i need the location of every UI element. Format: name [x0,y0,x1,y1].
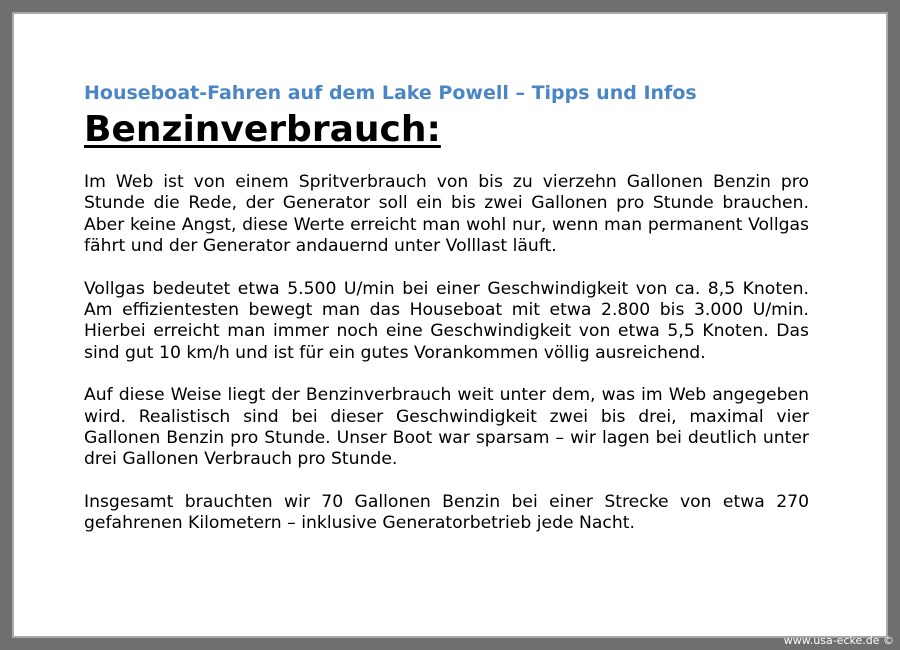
document-body [84,80,809,535]
watermark-text: www.usa-ecke.de © [783,634,894,647]
paragraph-3: Auf diese Weise liegt der Benzinverbrauch weit unter dem, was im Web angegeben wird. Realistisch sind bei dieser Geschwindigkeit zwei bis drei, maximal vier Gallonen Benzin pro Stunde. Unser Boot war sparsam – wir lagen bei deutlich unter drei Gallonen Verbrauch pro Stunde. [84,385,809,470]
paragraph-1: Im Web ist von einem Spritverbrauch von bis zu vierzehn Gallonen Benzin pro Stunde die Rede, der Generator soll ein bis zwei Gallonen pro Stunde brauchen. Aber keine Angst, diese Werte erreicht man wohl nur, wenn man permanent Vollgas fährt und der Generator andauernd unter Volllast läuft. [84,172,809,257]
paragraph-2: Vollgas bedeutet etwa 5.500 U/min bei einer Geschwindigkeit von ca. 8,5 Knoten. Am effizientesten bewegt man das Houseboat mit etwa 2.800 bis 3.000 U/min. Hierbei erreicht man immer noch eine Geschwindigkeit von etwa 5,5 Knoten. Das sind gut 10 km/h und ist für ein gutes Vorankommen völlig ausreichend. [84,278,809,363]
document-title: Benzinverbrauch: [84,109,441,150]
paragraph-4: Insgesamt brauchten wir 70 Gallonen Benzin bei einer Strecke von etwa 270 gefahrenen Kilometern – inklusive Generatorbetrieb jede Nacht. [84,491,809,534]
document-subtitle: Houseboat-Fahren auf dem Lake Powell – Tipps und Infos [84,82,697,104]
